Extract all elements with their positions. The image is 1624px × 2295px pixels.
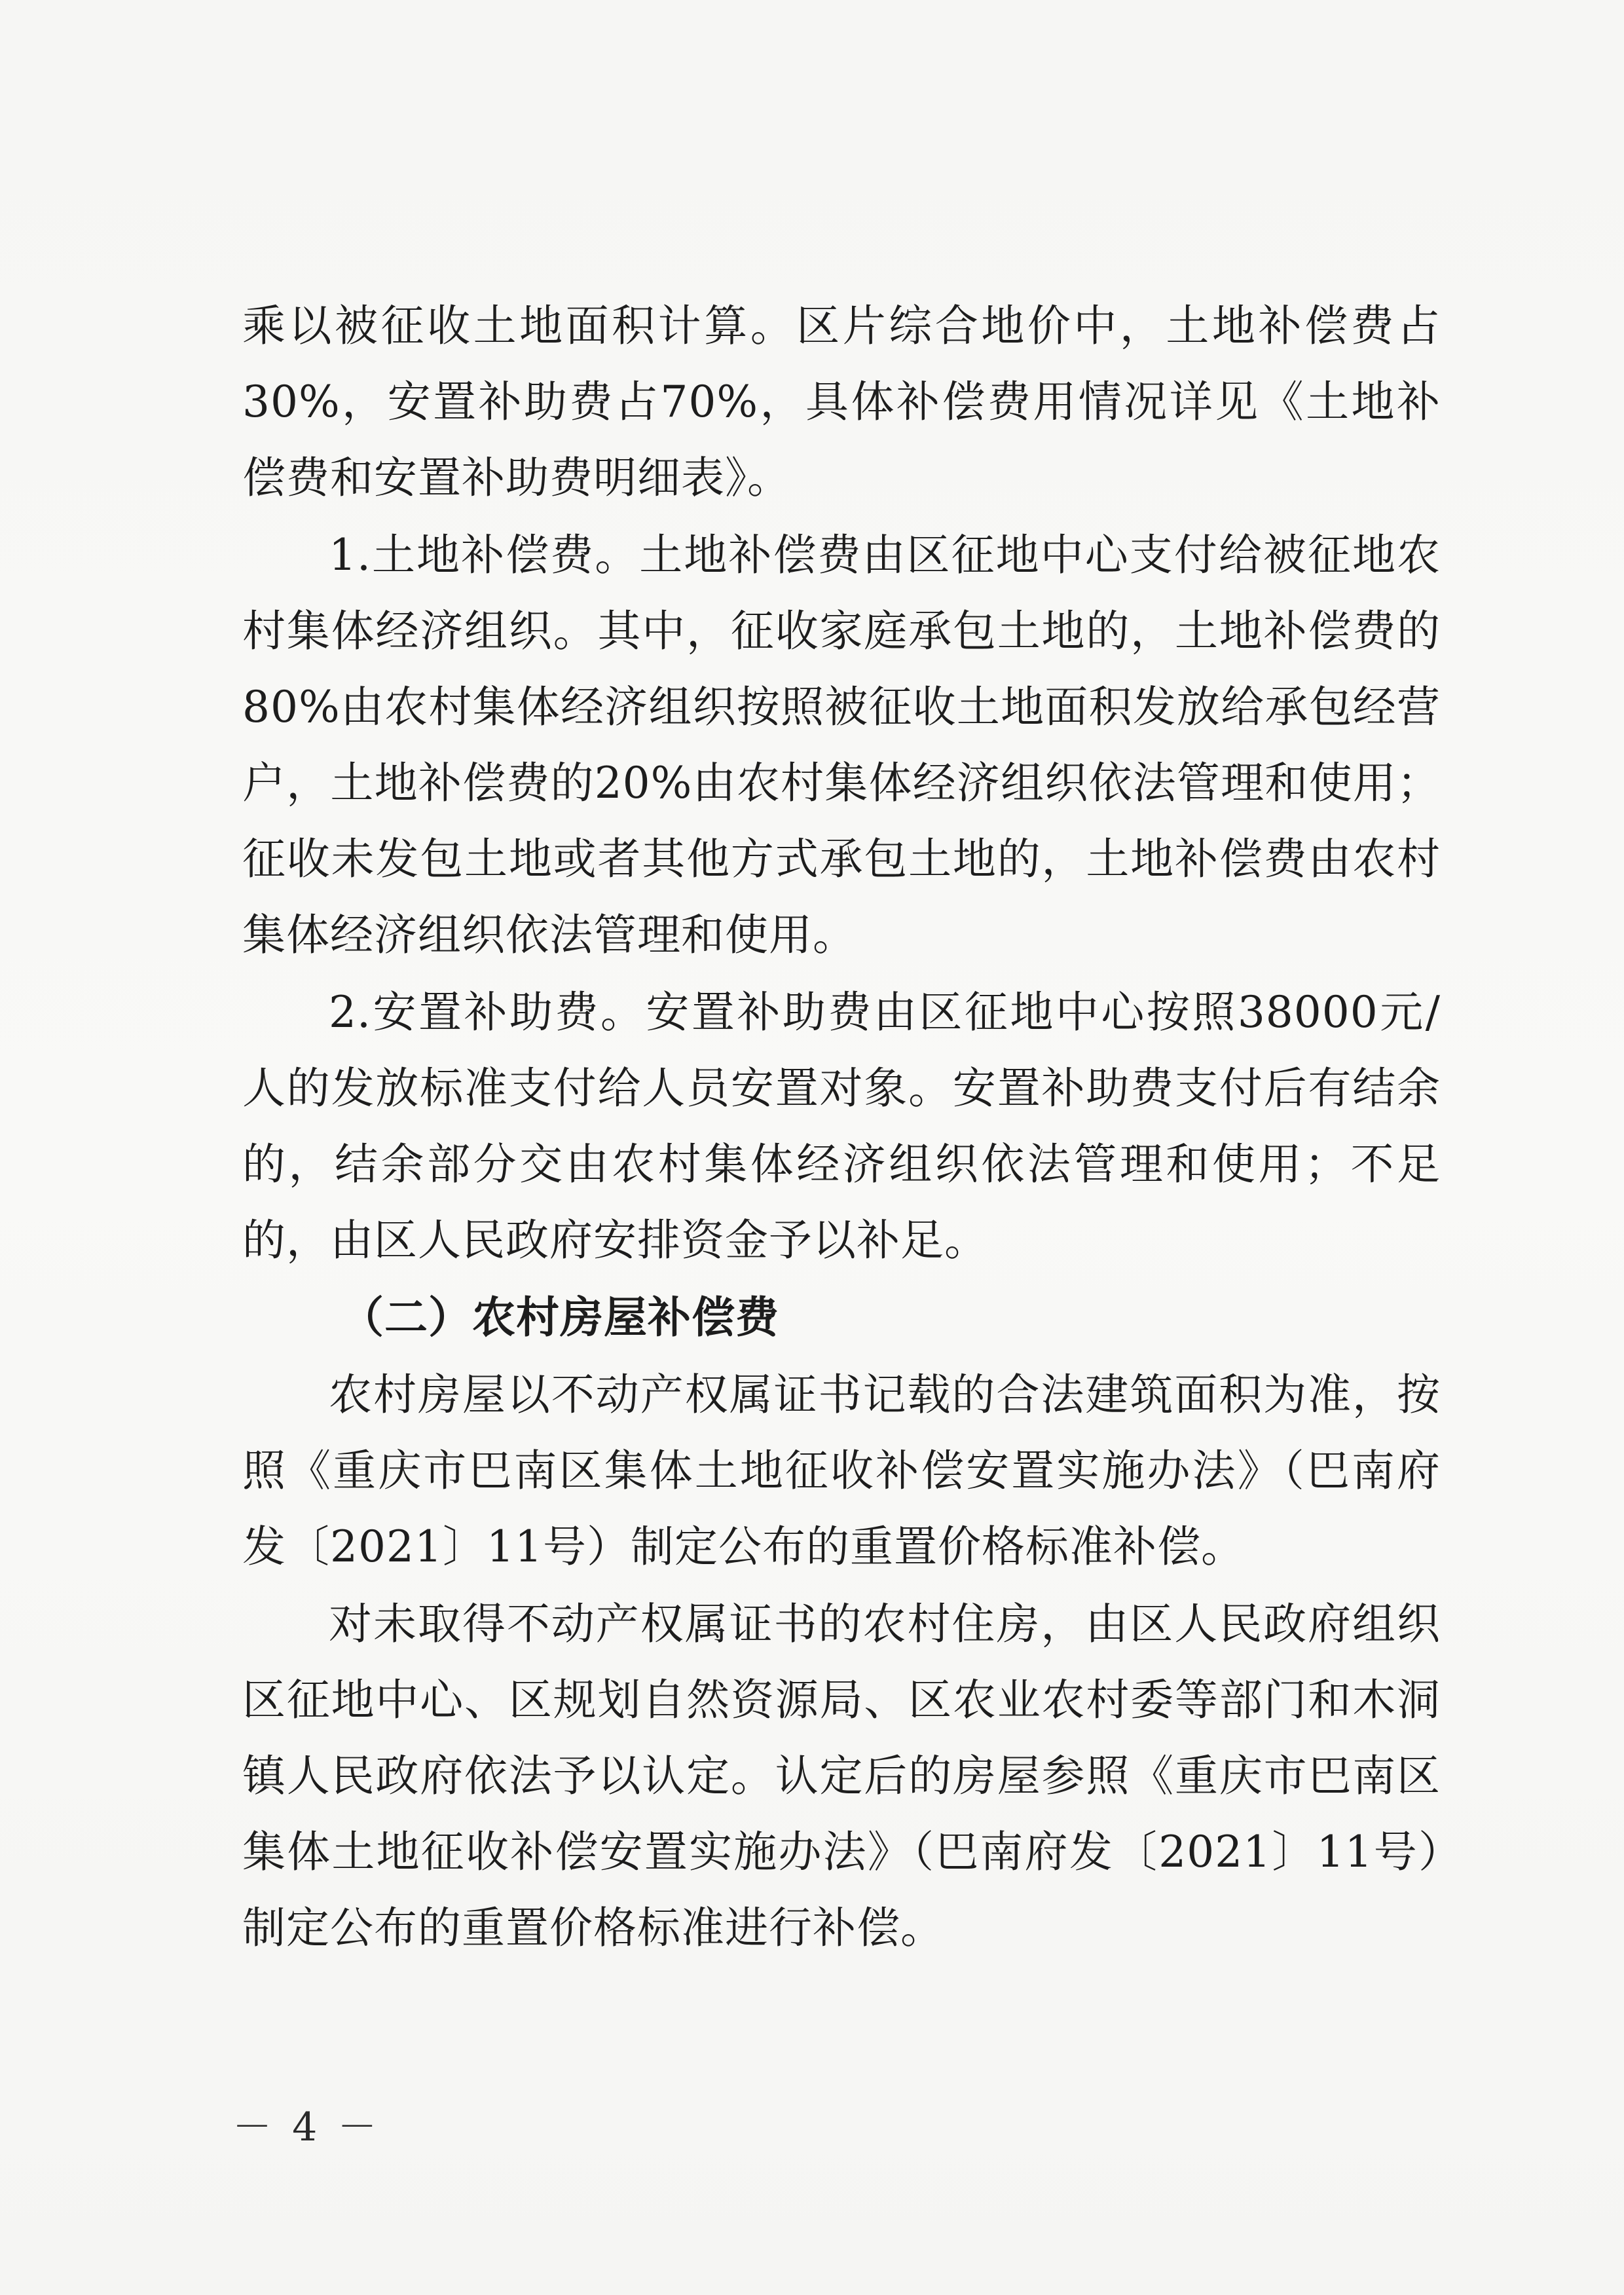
document-body xyxy=(242,288,1441,1968)
paragraph-continuation: 乘以被征收土地面积计算。区片综合地价中，土地补偿费占30%，安置补助费占70%，具体补偿费用情况详见《土地补偿费和安置补助费明细表》。 xyxy=(242,301,1441,503)
section-heading-house-compensation: （二）农村房屋补偿费 xyxy=(341,1292,779,1343)
paragraph-house-standard: 农村房屋以不动产权属证书记载的合法建筑面积为准，按照《重庆市巴南区集体土地征收补偿安置实施办法》（巴南府发〔2021〕11号）制定公布的重置价格标准补偿。 xyxy=(242,1370,1441,1572)
paragraph-uncertified-houses: 对未取得不动产权属证书的农村住房，由区人民政府组织区征地中心、区规划自然资源局、区农业农村委等部门和木洞镇人民政府依法予以认定。认定后的房屋参照《重庆市巴南区集体土地征收补偿安置实施办法》（巴南府发〔2021〕11号）制定公布的重置价格标准进行补偿。 xyxy=(242,1599,1441,1953)
page-number: － 4 － xyxy=(232,2104,381,2150)
paragraph-land-compensation: 1.土地补偿费。土地补偿费由区征地中心支付给被征地农村集体经济组织。其中，征收家庭承包土地的，土地补偿费的80%由农村集体经济组织按照被征收土地面积发放给承包经营户，土地补偿费的20%由农村集体经济组织依法管理和使用；征收未发包土地或者其他方式承包土地的，土地补偿费由农村集体经济组织依法管理和使用。 xyxy=(242,530,1441,960)
paragraph-resettlement-subsidy: 2.安置补助费。安置补助费由区征地中心按照38000元/人的发放标准支付给人员安置对象。安置补助费支付后有结余的，结余部分交由农村集体经济组织依法管理和使用；不足的，由区人民政府安排资金予以补足。 xyxy=(242,987,1441,1265)
